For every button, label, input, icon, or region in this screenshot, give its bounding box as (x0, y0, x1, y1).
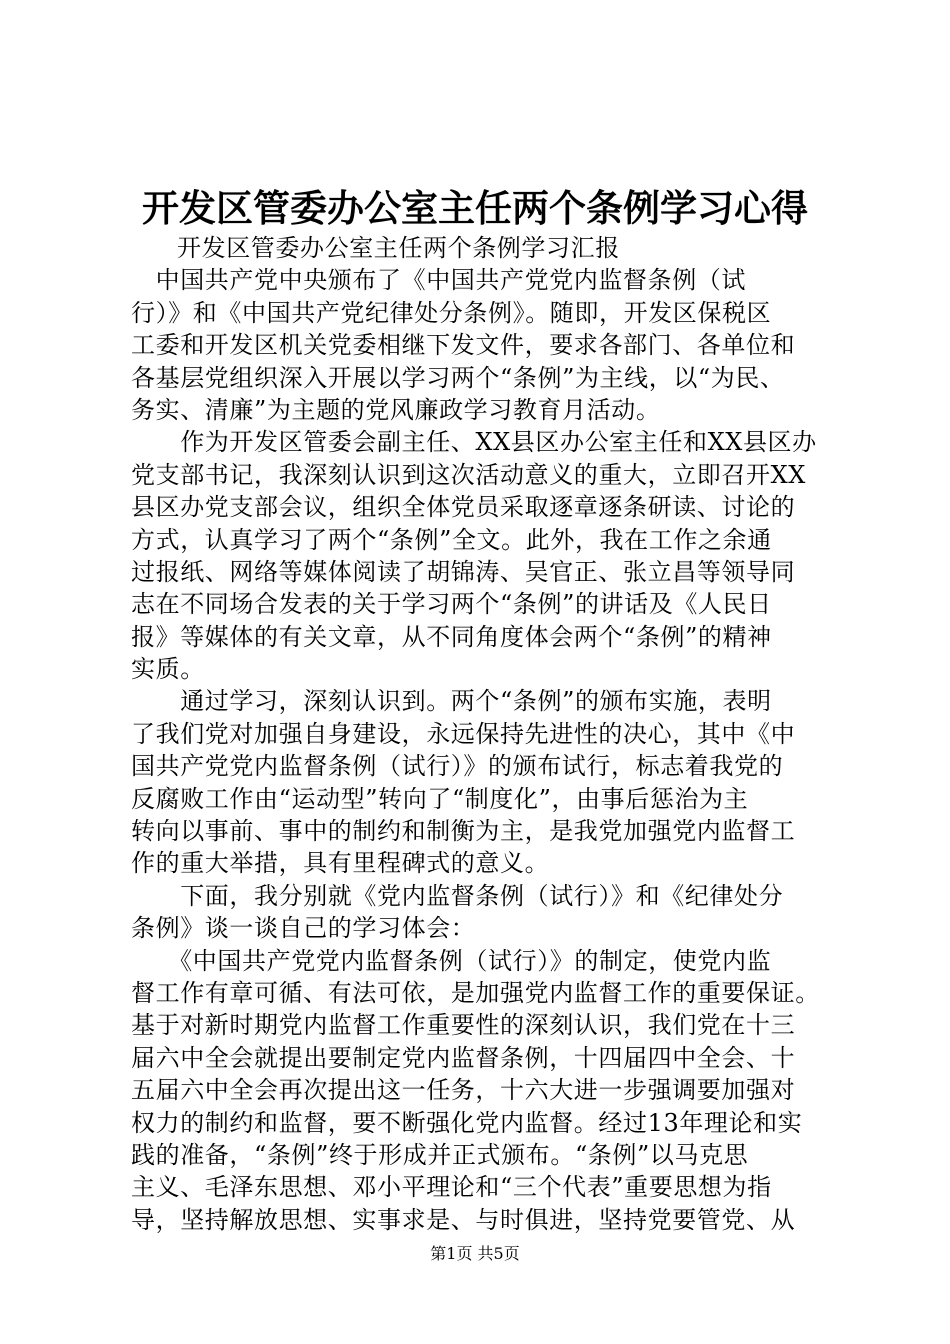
body-line: 方式，认真学习了两个“条例”全文。此外，我在工作之余通 (131, 525, 772, 554)
body-line: 国共产党党内监督条例（试行）》的颁布试行，标志着我党的 (131, 752, 784, 781)
body-line: 基于对新时期党内监督工作重要性的深刻认识，我们党在十三 (131, 1011, 796, 1040)
document-title: 开发区管委办公室主任两个条例学习心得 (142, 186, 808, 230)
body-line: 督工作有章可循、有法可依，是加强党内监督工作的重要保证。 (131, 978, 820, 1007)
body-line: 各基层党组织深入开展以学习两个“条例”为主线，以“为民、 (131, 363, 785, 392)
body-line: 党支部书记，我深刻认识到这次活动意义的重大，立即召开XX (131, 460, 806, 489)
body-line: 中国共产党中央颁布了《中国共产党党内监督条例（试 (131, 266, 746, 295)
body-line: 志在不同场合发表的关于学习两个“条例”的讲话及《人民日 (131, 590, 772, 619)
body-line: 务实、清廉”为主题的党风廉政学习教育月活动。 (131, 395, 661, 424)
body-line: 实质。 (131, 655, 205, 684)
document-subtitle: 开发区管委办公室主任两个条例学习汇报 (177, 234, 620, 262)
body-line: 通过学习，深刻认识到。两个“条例”的颁布实施，表明 (131, 687, 772, 716)
body-line: 下面，我分别就《党内监督条例（试行）》和《纪律处分 (131, 881, 784, 910)
body-line: 五届六中全会再次提出这一任务，十六大进一步强调要加强对 (131, 1076, 796, 1105)
body-line: 权力的制约和监督，要不断强化党内监督。经过13年理论和实 (131, 1108, 803, 1137)
body-line: 了我们党对加强自身建设，永远保持先进性的决心，其中《中 (131, 719, 796, 748)
body-line: 反腐败工作由“运动型”转向了“制度化”，由事后惩治为主 (131, 784, 749, 813)
page-number-footer: 第1页 共5页 (430, 1244, 520, 1263)
body-line: 行）》和《中国共产党纪律处分条例》。随即，开发区保税区 (131, 298, 772, 327)
body-line: 作为开发区管委会副主任、XX县区办公室主任和XX县区办 (131, 428, 817, 457)
body-line: 主义、毛泽东思想、邓小平理论和“三个代表”重要思想为指 (131, 1173, 772, 1202)
body-line: 工委和开发区机关党委相继下发文件，要求各部门、各单位和 (131, 331, 796, 360)
body-line: 届六中全会就提出要制定党内监督条例，十四届四中全会、十 (131, 1043, 796, 1072)
body-line: 过报纸、网络等媒体阅读了胡锦涛、吴官正、张立昌等领导同 (131, 557, 796, 586)
body-line: 条例》谈一谈自己的学习体会： (131, 914, 476, 943)
body-line: 践的准备，“条例”终于形成并正式颁布。“条例”以马克思 (131, 1140, 749, 1169)
body-line: 报》等媒体的有关文章，从不同角度体会两个“条例”的精神 (131, 622, 772, 651)
body-line: 导，坚持解放思想、实事求是、与时俱进，坚持党要管党、从 (131, 1205, 796, 1234)
body-line: 《中国共产党党内监督条例（试行）》的制定，使党内监 (131, 946, 772, 975)
body-line: 转向以事前、事中的制约和制衡为主，是我党加强党内监督工 (131, 817, 796, 846)
body-line: 县区办党支部会议，组织全体党员采取逐章逐条研读、讨论的 (131, 493, 796, 522)
body-line: 作的重大举措，具有里程碑式的意义。 (131, 849, 550, 878)
document-body (131, 232, 831, 1236)
